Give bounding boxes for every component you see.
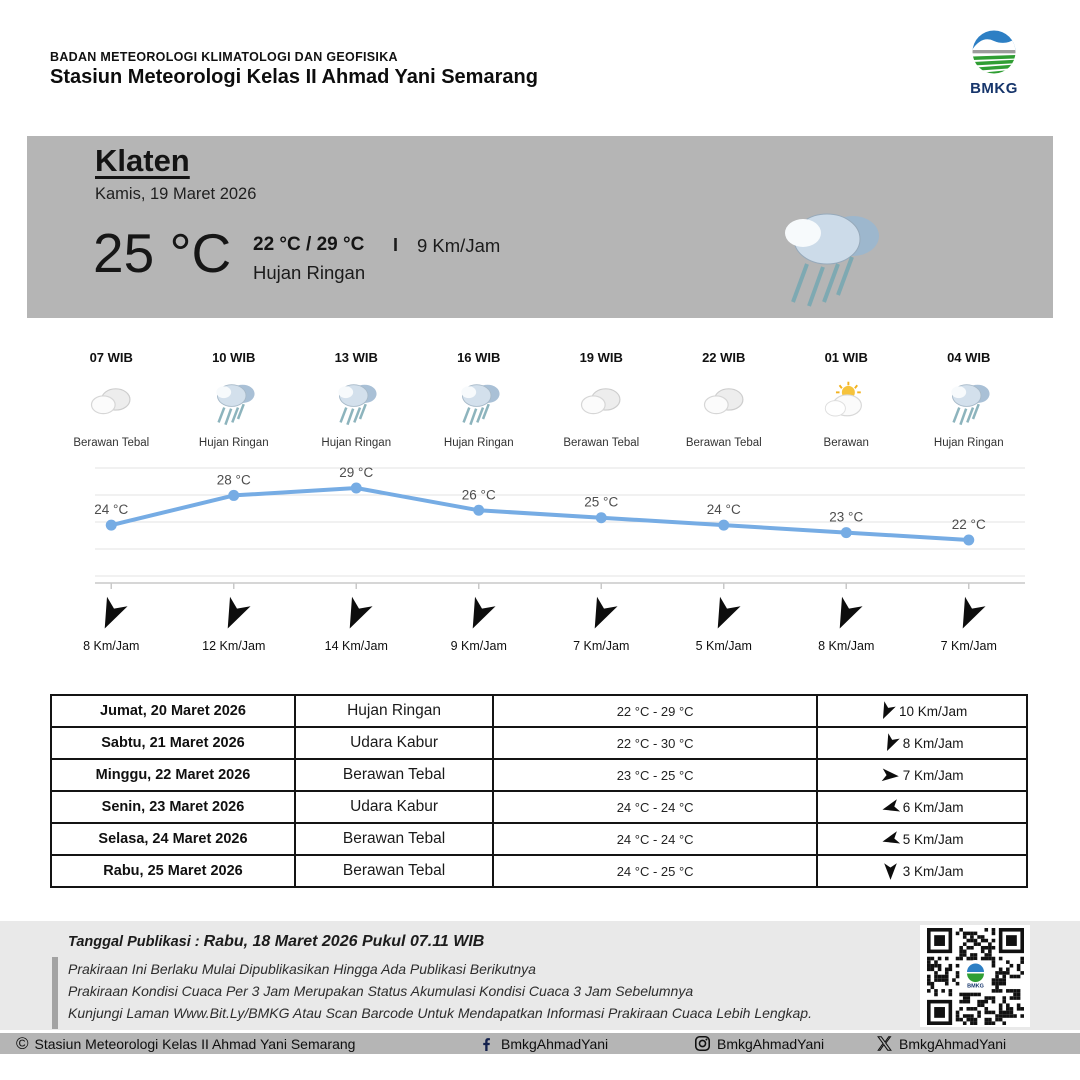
x-username: BmkgAhmadYani	[899, 1035, 1007, 1052]
wind-direction-icon	[418, 598, 541, 637]
svg-text:24 °C: 24 °C	[706, 502, 741, 518]
hour-condition: Berawan	[823, 437, 869, 449]
facebook-handle[interactable]	[478, 1033, 608, 1054]
x-handle[interactable]	[876, 1033, 1006, 1054]
hour-condition: Berawan Tebal	[685, 437, 762, 449]
table-row	[51, 759, 1027, 791]
instagram-handle[interactable]	[694, 1033, 824, 1054]
svg-text:24 °C: 24 °C	[94, 502, 129, 518]
wind-direction-icon	[881, 832, 903, 847]
publication-label: Tanggal Publikasi :	[68, 934, 200, 950]
daily-wind-speed: 8 Km/Jam	[902, 735, 964, 751]
hourly-wind-speed: 14 Km/Jam	[324, 639, 388, 653]
wind-direction-icon	[908, 598, 1031, 637]
footer-note: Prakiraan Ini Berlaku Mulai Dipublikasikan Hingga Ada Publikasi Berikutnya	[68, 961, 536, 977]
daily-wind	[817, 695, 1027, 727]
wind-direction-icon	[881, 800, 903, 815]
hour-condition: Hujan Ringan	[198, 437, 269, 449]
hourly-wind-speed: 12 Km/Jam	[202, 639, 266, 653]
forecast-date: Kamis, 19 Maret 2026	[95, 185, 257, 203]
hour-time: 10 WIB	[212, 350, 256, 365]
hujan-ringan-icon	[418, 379, 541, 431]
table-row	[51, 855, 1027, 887]
svg-text:28 °C: 28 °C	[216, 472, 251, 488]
daily-wind	[817, 791, 1027, 823]
table-row	[51, 695, 1027, 727]
daily-temp-range: 24 °C - 25 °C	[493, 855, 817, 887]
svg-text:22 °C: 22 °C	[951, 517, 986, 533]
publication-footer	[0, 921, 1080, 1030]
hour-time: 07 WIB	[89, 350, 133, 365]
qr-code[interactable]	[920, 925, 1030, 1027]
daily-condition: Udara Kabur	[295, 791, 493, 823]
hourly-forecast-item	[785, 350, 908, 449]
hourly-wind-speed: 8 Km/Jam	[83, 639, 140, 653]
publication-date	[68, 933, 484, 951]
footer-accent-bar	[52, 957, 58, 1029]
daily-temp-range: 23 °C - 25 °C	[493, 759, 817, 791]
current-wind-speed: 9 Km/Jam	[417, 235, 501, 256]
hour-time: 16 WIB	[457, 350, 501, 365]
hourly-wind-strip	[50, 598, 1030, 653]
hour-condition: Berawan Tebal	[563, 437, 640, 449]
berawan-tebal-icon	[663, 379, 786, 431]
daily-wind	[817, 759, 1027, 791]
hour-condition: Hujan Ringan	[443, 437, 514, 449]
x-icon	[876, 1035, 893, 1052]
city-name: Klaten	[95, 143, 190, 178]
daily-wind-speed: 5 Km/Jam	[902, 831, 964, 847]
instagram-username: BmkgAhmadYani	[717, 1035, 825, 1052]
daily-wind-speed: 10 Km/Jam	[898, 703, 968, 719]
hourly-wind-item	[173, 598, 296, 653]
rain-cloud-icon	[765, 206, 895, 308]
daily-date: Jumat, 20 Maret 2026	[51, 695, 295, 727]
facebook-username: BmkgAhmadYani	[501, 1035, 609, 1052]
daily-condition: Berawan Tebal	[295, 855, 493, 887]
hour-condition: Hujan Ringan	[321, 437, 392, 449]
instagram-icon	[694, 1035, 711, 1052]
hourly-forecast-item	[663, 350, 786, 449]
wind-direction-icon	[785, 598, 908, 637]
daily-date: Sabtu, 21 Maret 2026	[51, 727, 295, 759]
wind-direction-icon	[663, 598, 786, 637]
daily-temp-range: 24 °C - 24 °C	[493, 823, 817, 855]
daily-condition: Udara Kabur	[295, 727, 493, 759]
hourly-wind-item	[663, 598, 786, 653]
daily-date: Rabu, 25 Maret 2026	[51, 855, 295, 887]
hourly-forecast-strip	[50, 350, 1030, 449]
hourly-wind-speed: 9 Km/Jam	[450, 639, 507, 653]
copyright-text: Stasiun Meteorologi Kelas II Ahmad Yani Semarang	[34, 1035, 356, 1052]
daily-condition: Berawan Tebal	[295, 823, 493, 855]
station-name: Stasiun Meteorologi Kelas II Ahmad Yani Semarang	[50, 66, 538, 88]
daily-temp-range: 22 °C - 30 °C	[493, 727, 817, 759]
hour-time: 19 WIB	[579, 350, 623, 365]
table-row	[51, 727, 1027, 759]
daily-date: Selasa, 24 Maret 2026	[51, 823, 295, 855]
facebook-icon	[478, 1035, 495, 1052]
daily-date: Senin, 23 Maret 2026	[51, 791, 295, 823]
hour-time: 04 WIB	[947, 350, 991, 365]
wind-direction-icon	[881, 768, 903, 783]
svg-text:23 °C: 23 °C	[829, 509, 864, 525]
daily-wind-speed: 6 Km/Jam	[902, 799, 964, 815]
hour-time: 13 WIB	[334, 350, 378, 365]
svg-text:26 °C: 26 °C	[461, 487, 496, 503]
footer-note: Kunjungi Laman Www.Bit.Ly/BMKG Atau Scan Barcode Untuk Mendapatkan Informasi Prakiraan Cuaca Lebih Lengkap.	[68, 1005, 812, 1021]
wind-direction-icon	[877, 704, 899, 719]
hourly-wind-item	[418, 598, 541, 653]
publication-value: Rabu, 18 Maret 2026 Pukul 07.11 WIB	[203, 933, 485, 950]
copyright-line	[16, 1033, 355, 1054]
hourly-forecast-item	[540, 350, 663, 449]
daily-date: Minggu, 22 Maret 2026	[51, 759, 295, 791]
daily-forecast-table	[50, 694, 1028, 888]
daily-wind	[817, 823, 1027, 855]
hourly-wind-speed: 5 Km/Jam	[695, 639, 752, 653]
berawan-icon	[785, 379, 908, 431]
hujan-ringan-icon	[908, 379, 1031, 431]
hourly-forecast-item	[50, 350, 173, 449]
daily-temp-range: 22 °C - 29 °C	[493, 695, 817, 727]
hourly-forecast-item	[908, 350, 1031, 449]
svg-text:BMKG: BMKG	[966, 982, 984, 989]
daily-temp-range: 24 °C - 24 °C	[493, 791, 817, 823]
bmkg-logo	[956, 28, 1032, 97]
hour-time: 22 WIB	[702, 350, 746, 365]
hourly-wind-item	[540, 598, 663, 653]
hour-condition: Berawan Tebal	[73, 437, 150, 449]
wind-direction-icon	[881, 736, 903, 751]
wind-direction-icon	[295, 598, 418, 637]
wind-direction-icon	[50, 598, 173, 637]
hour-time: 01 WIB	[824, 350, 868, 365]
temperature-range: 22 °C / 29 °C	[253, 234, 365, 255]
social-bottom-bar	[0, 1033, 1080, 1054]
footer-note: Prakiraan Kondisi Cuaca Per 3 Jam Merupakan Status Akumulasi Kondisi Cuaca 3 Jam Sebelumnya	[68, 983, 694, 999]
hourly-wind-speed: 8 Km/Jam	[818, 639, 875, 653]
wind-direction-icon	[881, 864, 903, 879]
footer-notes	[68, 958, 812, 1024]
hourly-wind-speed: 7 Km/Jam	[573, 639, 630, 653]
daily-condition: Berawan Tebal	[295, 759, 493, 791]
svg-text:29 °C: 29 °C	[339, 465, 374, 480]
hujan-ringan-icon	[173, 379, 296, 431]
daily-wind	[817, 855, 1027, 887]
daily-wind	[817, 727, 1027, 759]
temperature-line-chart	[50, 460, 1030, 598]
current-weather-banner	[27, 136, 1053, 318]
daily-condition: Hujan Ringan	[295, 695, 493, 727]
hujan-ringan-icon	[295, 379, 418, 431]
hourly-wind-item	[785, 598, 908, 653]
separator: I	[393, 235, 399, 255]
hour-condition: Hujan Ringan	[933, 437, 1004, 449]
bmkg-logo-label: BMKG	[970, 80, 1018, 97]
hourly-wind-speed: 7 Km/Jam	[940, 639, 997, 653]
svg-text:25 °C: 25 °C	[584, 494, 619, 510]
table-row	[51, 823, 1027, 855]
current-condition: Hujan Ringan	[253, 262, 366, 283]
hourly-wind-item	[50, 598, 173, 653]
hourly-wind-item	[295, 598, 418, 653]
bmkg-logo-icon	[970, 28, 1018, 76]
daily-wind-speed: 7 Km/Jam	[902, 767, 964, 783]
wind-direction-icon	[540, 598, 663, 637]
agency-name: BADAN METEOROLOGI KLIMATOLOGI DAN GEOFISIKA	[50, 50, 398, 64]
hourly-wind-item	[908, 598, 1031, 653]
hourly-forecast-item	[418, 350, 541, 449]
hourly-forecast-item	[295, 350, 418, 449]
berawan-tebal-icon	[50, 379, 173, 431]
berawan-tebal-icon	[540, 379, 663, 431]
table-row	[51, 791, 1027, 823]
daily-wind-speed: 3 Km/Jam	[902, 863, 964, 879]
hourly-forecast-item	[173, 350, 296, 449]
current-temperature: 25 °C	[93, 222, 232, 284]
wind-direction-icon	[173, 598, 296, 637]
copyright-icon: ©	[16, 1034, 29, 1053]
